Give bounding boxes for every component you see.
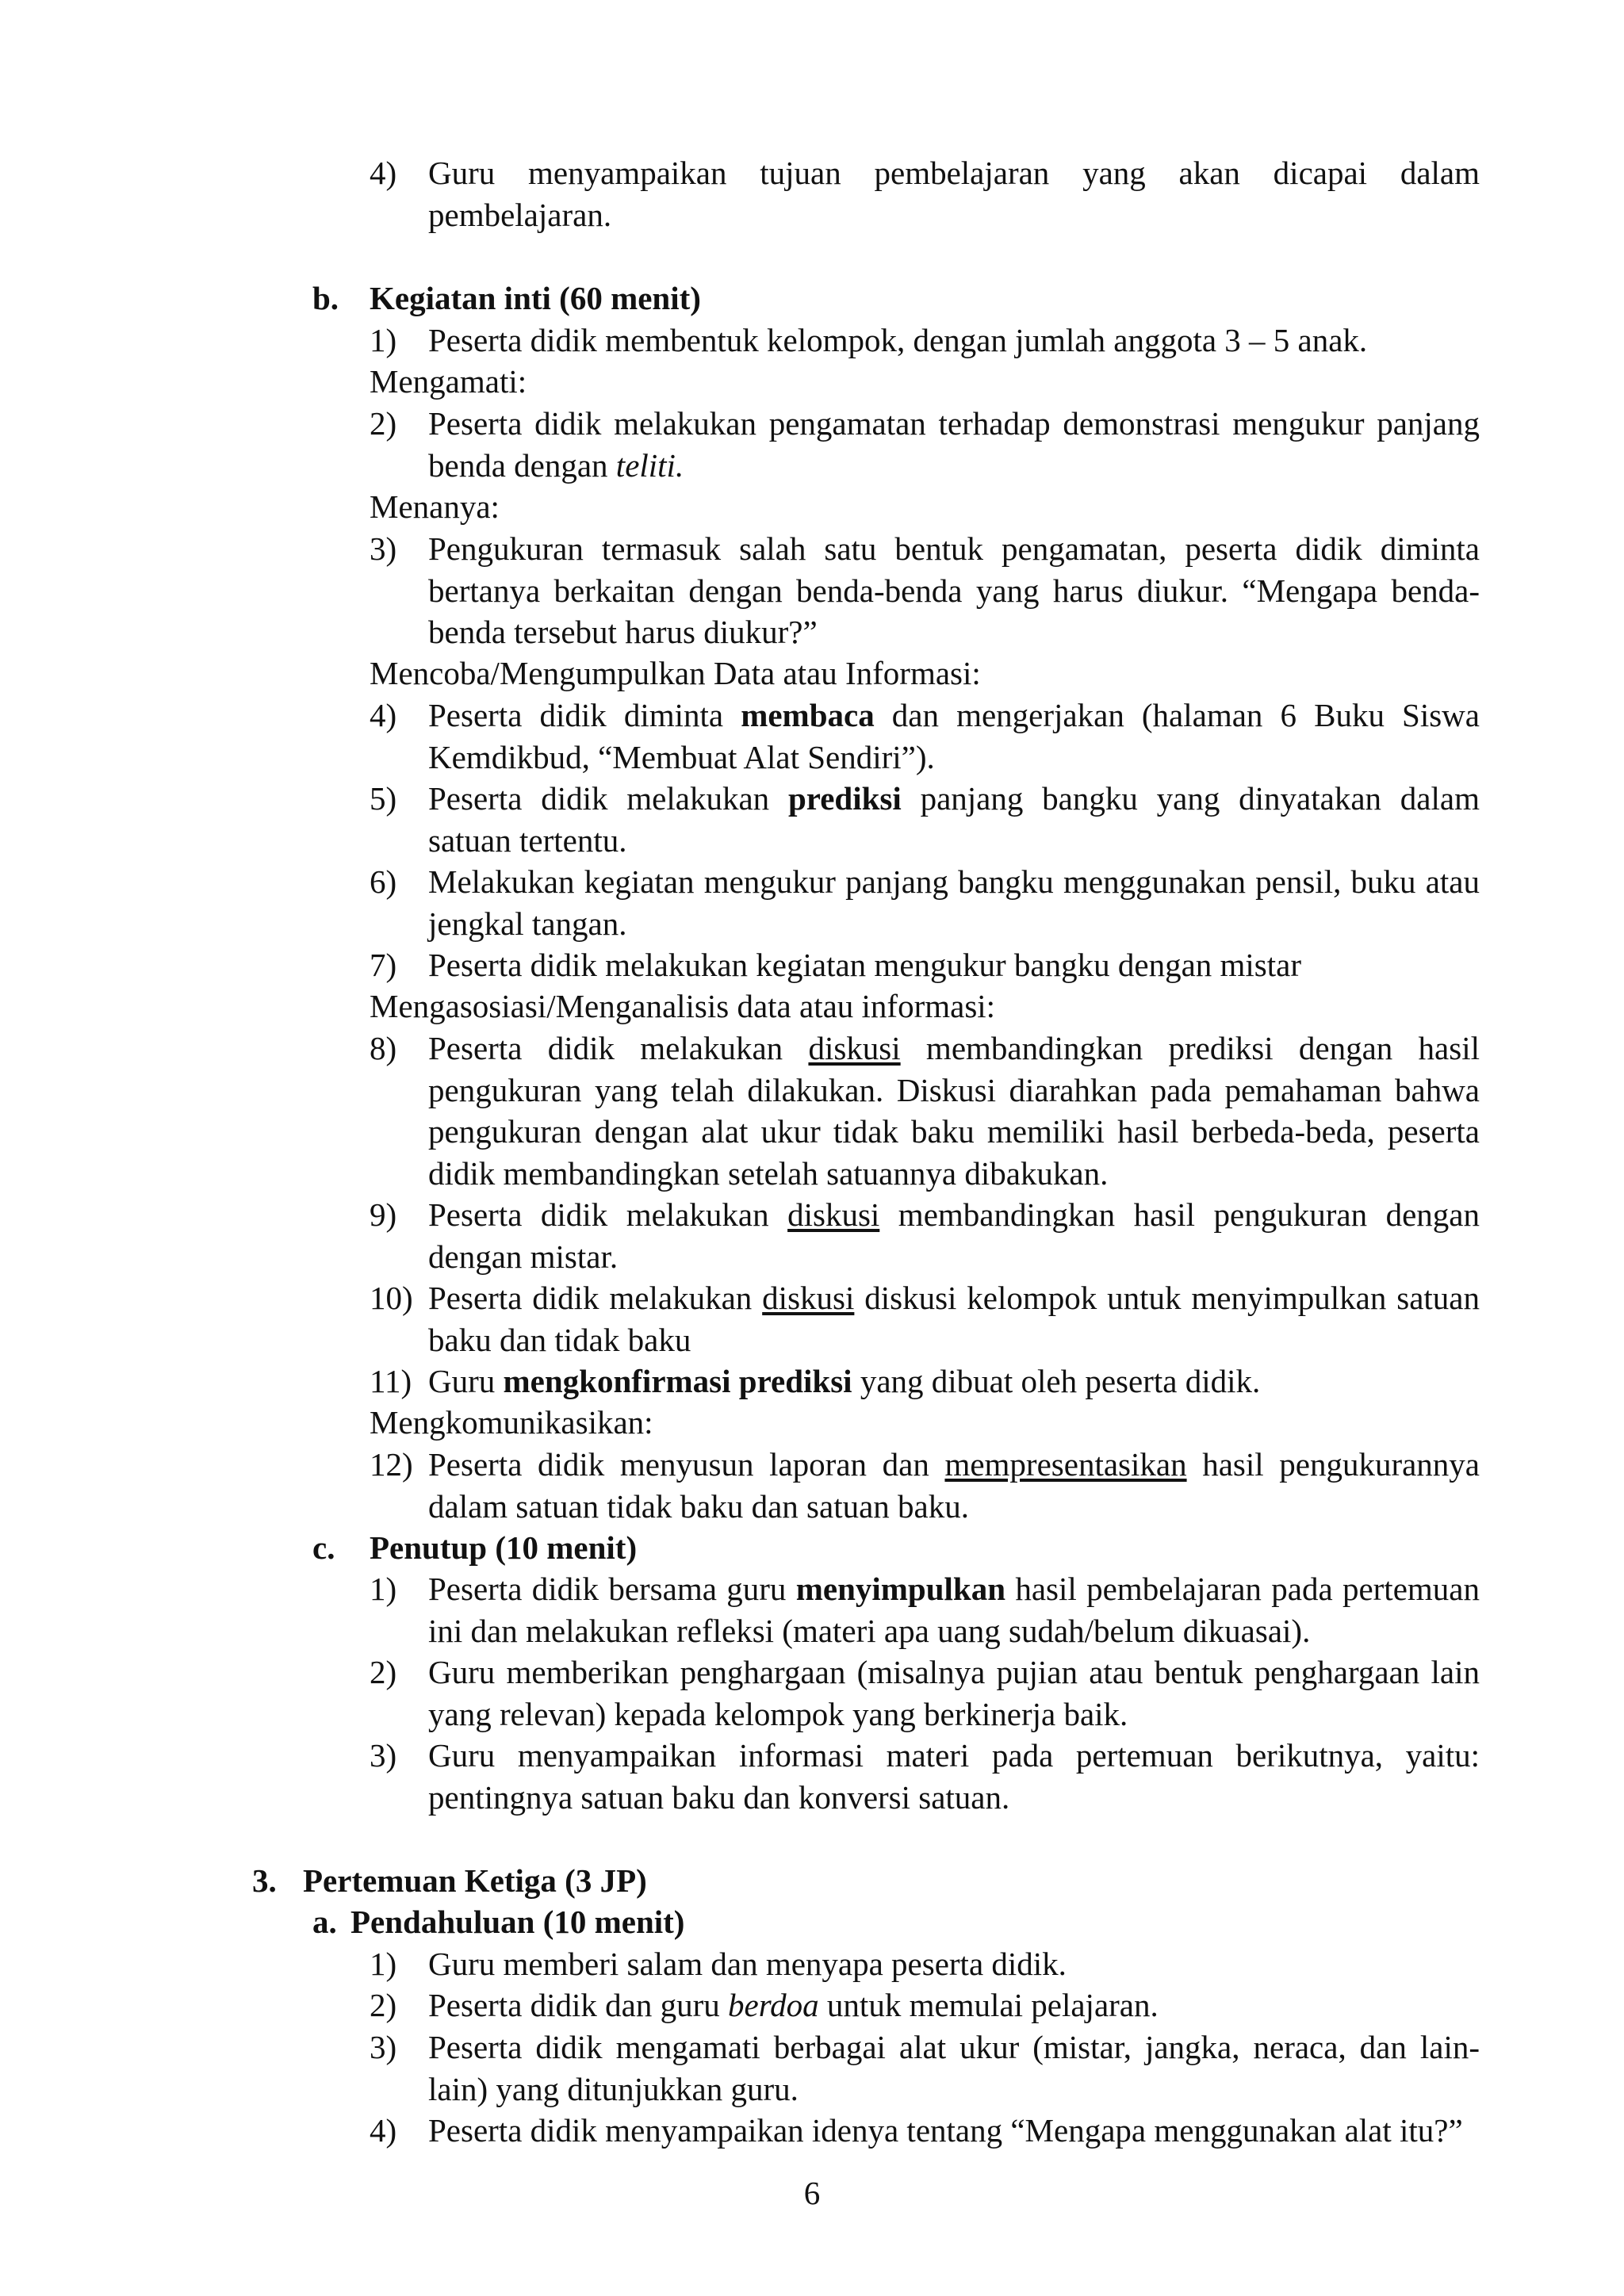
section-3-heading [252,1860,647,1902]
item-number: 7) [370,947,397,983]
item-number: 2) [370,1987,397,2023]
item-text: Guru memberikan penghargaan (misalnya pujian atau bentuk penghargaan lain yang relevan) kepada kelompok yang berkinerja baik. [428,1654,1480,1732]
item-number: 11) [370,1363,412,1399]
section-letter: b. [312,280,339,316]
italic-text: berdoa [728,1987,819,2023]
item-text: Guru menyampaikan tujuan pembelajaran yang akan dicapai dalam pembelajaran. [428,155,1480,233]
item-text: Peserta didik dan guru berdoa untuk memulai pelajaran. [428,1987,1159,2023]
item-text: Peserta didik melakukan diskusi membandingkan hasil pengukuran dengan dengan mistar. [428,1196,1480,1275]
item-number: 6) [370,863,397,900]
bold-text: prediksi [787,780,902,817]
item-number: 2) [370,1654,397,1690]
bold-text: menyimpulkan [795,1571,1006,1607]
item-text: Peserta didik membentuk kelompok, dengan jumlah anggota 3 – 5 anak. [428,322,1368,358]
list-item [370,1277,1480,1360]
item-number: 1) [370,1946,397,1982]
item-text: Peserta didik diminta membaca dan mengerjakan (halaman 6 Buku Siswa Kemdikbud, “Membuat Alat Sendiri”). [428,697,1480,775]
item-number: 4) [370,155,397,191]
list-item [370,1943,1480,1985]
item-text: Guru menyampaikan informasi materi pada pertemuan berikutnya, yaitu: pentingnya satuan baku dan konversi satuan. [428,1737,1480,1816]
item-number: 3) [370,530,397,567]
list-item [370,152,1480,235]
list-item [370,1360,1480,1402]
list-item [370,1027,1480,1194]
underlined-text: mempresentasikan [944,1446,1187,1483]
item-number: 4) [370,2112,397,2149]
list-item [370,1984,1480,2026]
item-text: Peserta didik menyusun laporan dan mempresentasikan hasil pengukurannya dalam satuan tidak baku dan satuan baku. [428,1446,1480,1525]
item-text: Peserta didik melakukan pengamatan terhadap demonstrasi mengukur panjang benda dengan teliti. [428,405,1480,484]
list-item [370,1194,1480,1277]
list-item [370,2026,1480,2110]
underlined-text: diskusi [787,1196,880,1233]
list-item [370,778,1480,861]
subsection-title: Pendahuluan (10 menit) [350,1904,685,1940]
list-item [370,944,1480,986]
item-number: 1) [370,1571,397,1607]
item-number: 5) [370,780,397,817]
underlined-text: diskusi [762,1280,855,1316]
bold-text: membaca [741,697,875,733]
item-text: Peserta didik melakukan kegiatan mengukur bangku dengan mistar [428,947,1301,983]
list-item [370,861,1480,944]
item-text: Peserta didik melakukan prediksi panjang bangku yang dinyatakan dalam satuan tertentu. [428,780,1480,859]
section-letter: c. [312,1529,335,1566]
list-item [370,695,1480,778]
subsection-a-heading [312,1901,685,1943]
list-item [370,1651,1480,1735]
item-number: 3) [370,1737,397,1774]
item-text: Guru memberi salam dan menyapa peserta didik. [428,1946,1067,1982]
item-number: 1) [370,322,397,358]
item-text: Pengukuran termasuk salah satu bentuk pengamatan, peserta didik diminta bertanya berkaitan dengan benda-benda yang harus diukur. “Mengapa benda-benda tersebut harus diukur?” [428,530,1480,650]
list-item [370,1735,1480,1818]
list-item [370,528,1480,653]
bold-text: mengkonfirmasi prediksi [503,1363,852,1399]
item-text: Peserta didik mengamati berbagai alat ukur (mistar, jangka, neraca, dan lain-lain) yang ditunjukkan guru. [428,2029,1480,2107]
page-number: 6 [803,2175,821,2211]
item-text: Guru mengkonfirmasi prediksi yang dibuat oleh peserta didik. [428,1363,1261,1399]
list-item [370,320,1480,362]
subheading-menanya: Menanya: [370,488,500,525]
list-item [370,1568,1480,1651]
section-title: Penutup (10 menit) [370,1529,638,1566]
list-item [370,2110,1496,2152]
underlined-text: diskusi [808,1030,901,1066]
subheading-mencoba: Mencoba/Mengumpulkan Data atau Informasi: [370,655,981,691]
item-text: Peserta didik melakukan diskusi diskusi kelompok untuk menyimpulkan satuan baku dan tidak baku [428,1280,1480,1358]
list-item [370,1444,1480,1527]
list-item [370,403,1480,486]
item-number: 3) [370,2029,397,2065]
item-number: 8) [370,1030,397,1066]
item-number: 9) [370,1196,397,1233]
section-title: Kegiatan inti (60 menit) [370,280,701,316]
subheading-mengasosiasi: Mengasosiasi/Menganalisis data atau informasi: [370,988,996,1024]
item-number: 4) [370,697,397,733]
item-text: Peserta didik bersama guru menyimpulkan hasil pembelajaran pada pertemuan ini dan melakukan refleksi (materi apa uang sudah/belum dikuasai). [428,1571,1480,1649]
item-text: Peserta didik melakukan diskusi membandingkan prediksi dengan hasil pengukuran yang telah dilakukan. Diskusi diarahkan pada pemahaman bahwa pengukuran dengan alat ukur tidak baku memiliki hasil berbeda-beda, peserta didik membandingkan setelah satuannya dibakukan. [428,1030,1480,1192]
section-title: Pertemuan Ketiga (3 JP) [303,1862,647,1899]
item-number: 10) [370,1280,413,1316]
subheading-mengkomunikasikan: Mengkomunikasikan: [370,1404,653,1441]
item-text: Melakukan kegiatan mengukur panjang bangku menggunakan pensil, buku atau jengkal tangan. [428,863,1480,942]
italic-text: teliti. [615,446,684,484]
item-text: Peserta didik menyampaikan idenya tentang “Mengapa menggunakan alat itu?” [428,2112,1463,2149]
subsection-letter: a. [312,1904,337,1940]
section-number: 3. [252,1862,277,1899]
item-number: 12) [370,1446,413,1483]
item-number: 2) [370,405,397,442]
subheading-mengamati: Mengamati: [370,363,527,400]
